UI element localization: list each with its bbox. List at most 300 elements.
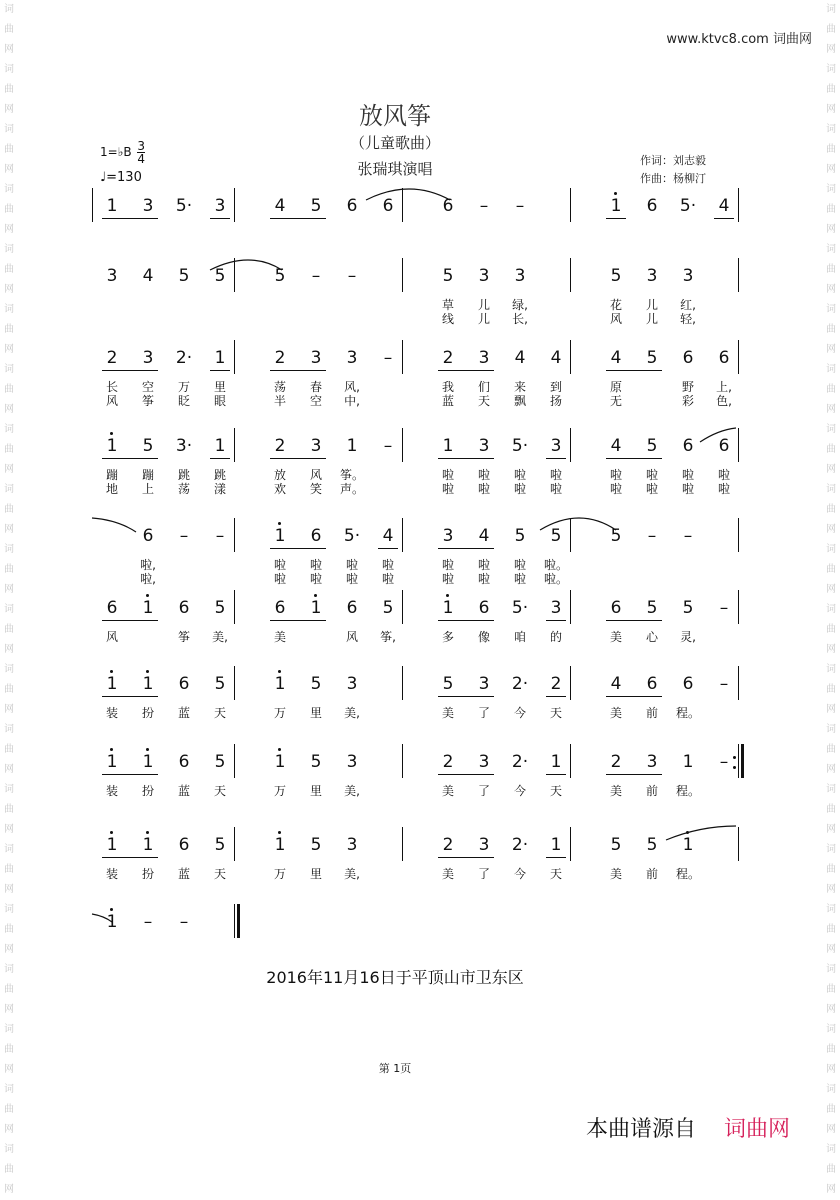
note: 3 — [646, 266, 658, 286]
note: – — [347, 266, 357, 286]
lyric: 花 — [609, 298, 622, 312]
lyric: 啦 — [477, 482, 490, 496]
note: 2 — [442, 348, 454, 368]
note: 4 — [514, 348, 526, 368]
lyric: 啦 — [441, 482, 454, 496]
lyric: 前 — [645, 706, 658, 720]
lyricist: 作词：刘志毅 — [640, 154, 706, 167]
slur — [666, 826, 736, 840]
lyric: 眨 — [177, 394, 190, 408]
lyric: 长, — [512, 312, 528, 326]
source-brand[interactable]: 词曲网 — [724, 1117, 791, 1142]
note: 6 — [142, 526, 154, 546]
lyric: 儿 — [645, 312, 658, 326]
note: 2 — [442, 752, 454, 772]
note: 6 — [610, 598, 622, 618]
lyric: 里 — [309, 706, 322, 720]
note: 5 — [610, 266, 622, 286]
lyric: 里 — [213, 380, 226, 394]
note: – — [647, 526, 657, 546]
lyric: 程。 — [675, 867, 700, 881]
note: 5 — [382, 598, 394, 618]
lyric: 跳 — [177, 468, 190, 482]
note: 3 — [346, 752, 358, 772]
note: 1 — [274, 526, 286, 546]
lyric: 啦 — [513, 482, 526, 496]
note: 5· — [511, 436, 529, 456]
note: 2· — [511, 835, 529, 855]
note: – — [215, 526, 225, 546]
lyric: 风 — [105, 630, 118, 644]
lyric: 啦 — [381, 572, 394, 586]
note: 4 — [610, 348, 622, 368]
lyric: 们 — [477, 380, 490, 394]
lyric: 程。 — [675, 784, 700, 798]
note: – — [683, 526, 693, 546]
lyric: 筝, — [380, 630, 396, 644]
note: 1 — [442, 598, 454, 618]
lyric: 啦 — [273, 558, 286, 572]
lyric: 上 — [141, 482, 154, 496]
note: 1 — [346, 436, 358, 456]
lyric: 啦 — [441, 468, 454, 482]
lyric: 儿 — [645, 298, 658, 312]
note: 6 — [178, 752, 190, 772]
lyric: 跳 — [213, 468, 226, 482]
key-label: 1=♭B — [100, 145, 132, 159]
lyric: 长 — [105, 380, 118, 394]
note: 6 — [106, 598, 118, 618]
note: 6 — [682, 436, 694, 456]
note: 6 — [274, 598, 286, 618]
lyric: 美, — [344, 706, 360, 720]
note: 6 — [682, 348, 694, 368]
note: 1 — [682, 835, 694, 855]
site-url[interactable]: www.ktvc8.com — [666, 32, 769, 47]
lyric: 蓝 — [441, 394, 454, 408]
lyric: 天 — [213, 867, 226, 881]
note: 4 — [610, 674, 622, 694]
lyric: 啦 — [609, 468, 622, 482]
lyric: 半 — [273, 394, 286, 408]
lyric: 咱 — [513, 630, 526, 644]
lyric: 红, — [680, 298, 696, 312]
note: 5 — [310, 196, 322, 216]
site-name[interactable]: 词曲网 — [772, 32, 812, 47]
lyric: 美 — [273, 630, 286, 644]
time-sig-bottom: 4 — [137, 152, 146, 166]
lyric: 蓝 — [177, 784, 190, 798]
note: 5 — [310, 674, 322, 694]
lyric: 空 — [309, 394, 322, 408]
lyric: 蓝 — [177, 867, 190, 881]
lyric: 装 — [105, 867, 118, 881]
lyric: 蹦 — [141, 468, 154, 482]
quarter-note-icon: ♩ — [100, 170, 107, 185]
lyric: 天 — [549, 784, 562, 798]
note: – — [383, 436, 393, 456]
lyric: 装 — [105, 784, 118, 798]
note: – — [515, 196, 525, 216]
slur — [700, 428, 736, 442]
lyric: 放 — [273, 468, 286, 482]
lyric: 万 — [273, 867, 286, 881]
lyric: 啦 — [441, 572, 454, 586]
lyric: 风 — [105, 394, 118, 408]
lyric: 风 — [345, 630, 358, 644]
note: 3 — [646, 752, 658, 772]
note: 4 — [610, 436, 622, 456]
lyric: 美 — [441, 867, 454, 881]
note: 5 — [646, 598, 658, 618]
lyric: 天 — [549, 706, 562, 720]
lyric: 上, — [716, 380, 732, 394]
note: 1 — [550, 835, 562, 855]
note: 6 — [178, 674, 190, 694]
note: – — [179, 912, 189, 932]
lyric: 啦 — [549, 482, 562, 496]
lyric: 绿, — [512, 298, 528, 312]
note: 5 — [610, 835, 622, 855]
note: 6 — [346, 598, 358, 618]
note: 1 — [106, 674, 118, 694]
lyric: 啦 — [477, 572, 490, 586]
lyric: 飘 — [513, 394, 526, 408]
lyric: 啦 — [345, 558, 358, 572]
lyric: 啦 — [477, 468, 490, 482]
note: 5 — [274, 266, 286, 286]
lyric: 线 — [441, 312, 454, 326]
lyric: 装 — [105, 706, 118, 720]
note: 3 — [682, 266, 694, 286]
lyric: 我 — [441, 380, 454, 394]
lyric: 啦 — [513, 468, 526, 482]
note: 5 — [214, 598, 226, 618]
note: 3 — [106, 266, 118, 286]
note: 5· — [511, 598, 529, 618]
lyric: 啦 — [513, 572, 526, 586]
lyric: 啦 — [381, 558, 394, 572]
note: 2 — [550, 674, 562, 694]
lyric: 儿 — [477, 312, 490, 326]
note: 5· — [679, 196, 697, 216]
slur — [92, 518, 136, 532]
note: 2· — [511, 752, 529, 772]
note: 1 — [106, 912, 118, 932]
date-line: 2016年11月16日于平顶山市卫东区 — [266, 968, 524, 987]
note: 1 — [106, 752, 118, 772]
composer: 作曲：杨柳汀 — [640, 172, 706, 185]
note: 3 — [550, 436, 562, 456]
lyric: 心 — [645, 630, 658, 644]
lyric: 万 — [273, 706, 286, 720]
note: 6 — [382, 196, 394, 216]
slur — [540, 518, 616, 530]
note: 5· — [343, 526, 361, 546]
lyric: 地 — [105, 482, 118, 496]
lyric: 美 — [441, 706, 454, 720]
lyric: 轻, — [680, 312, 696, 326]
lyric: 中, — [344, 394, 360, 408]
lyric: 空 — [141, 380, 154, 394]
note: 1 — [310, 598, 322, 618]
lyric: 了 — [477, 706, 490, 720]
note: 3 — [310, 436, 322, 456]
lyric: 里 — [309, 867, 322, 881]
lyric: 灵, — [680, 630, 696, 644]
lyric: 声。 — [339, 482, 364, 496]
note: 3 — [346, 348, 358, 368]
lyric: 草 — [441, 298, 454, 312]
note: 6 — [718, 348, 730, 368]
note: 3 — [142, 196, 154, 216]
lyric: 啦。 — [543, 572, 568, 586]
singer-line: 张瑞琪演唱 — [357, 160, 433, 178]
lyric: 今 — [513, 867, 526, 881]
note: – — [719, 598, 729, 618]
note: 5 — [550, 526, 562, 546]
lyric: 色, — [716, 394, 732, 408]
lyric: 美, — [344, 784, 360, 798]
note: 2 — [442, 835, 454, 855]
note: 5 — [214, 674, 226, 694]
lyric: 春 — [309, 380, 322, 394]
note: 4 — [142, 266, 154, 286]
note: 6 — [646, 674, 658, 694]
lyric: 荡 — [273, 380, 286, 394]
lyric: 风, — [344, 380, 360, 394]
note: 1 — [106, 436, 118, 456]
note: 5 — [214, 752, 226, 772]
lyric: 啦 — [609, 482, 622, 496]
note: 5 — [142, 436, 154, 456]
lyric: 笑 — [309, 482, 322, 496]
note: 6 — [682, 674, 694, 694]
lyric: 彩 — [681, 394, 694, 408]
note: – — [383, 348, 393, 368]
note: 3 — [346, 674, 358, 694]
lyric: 程。 — [675, 706, 700, 720]
lyric: 荡 — [177, 482, 190, 496]
note: 2 — [106, 348, 118, 368]
note: 1 — [214, 348, 226, 368]
note: 5 — [646, 348, 658, 368]
note: 5 — [514, 526, 526, 546]
lyric: 啦 — [717, 482, 730, 496]
note: 6 — [178, 598, 190, 618]
song-title: 放风筝 — [359, 102, 431, 130]
lyric: 风 — [309, 468, 322, 482]
note: 3 — [310, 348, 322, 368]
page-number: 第 1页 — [378, 1062, 412, 1075]
note: 3 — [478, 674, 490, 694]
note: 1 — [274, 752, 286, 772]
note: – — [311, 266, 321, 286]
lyric: 啦, — [140, 572, 156, 586]
lyric: 蓝 — [177, 706, 190, 720]
lyric: 啦 — [549, 468, 562, 482]
right-watermark-strip: 词 曲 网 词 曲 网 词 曲 网 词 曲 网 词 曲 网 词 曲 网 词 曲 网 词 曲 网 词 曲 网 词 曲 网 词 曲 网 词 曲 网 词 曲 网 词 曲 网 词 曲 网 词 曲 网 词 曲 网 词 曲 网 词 曲 网 词 曲 网 — [826, 4, 836, 1195]
source-label: 本曲谱源自 — [586, 1117, 697, 1142]
note: 5 — [442, 266, 454, 286]
note: – — [143, 912, 153, 932]
lyric: 筝 — [177, 630, 190, 644]
lyric: 了 — [477, 867, 490, 881]
lyric: 来 — [513, 380, 526, 394]
lyric: 到 — [549, 380, 562, 394]
lyric: 啦 — [441, 558, 454, 572]
lyric: 扮 — [141, 706, 154, 720]
note: 5 — [178, 266, 190, 286]
tempo-value: =130 — [106, 170, 142, 185]
note: 5 — [214, 266, 226, 286]
lyric: 今 — [513, 784, 526, 798]
note: 1 — [106, 196, 118, 216]
note: 5 — [442, 674, 454, 694]
note: 3 — [478, 436, 490, 456]
note: 3 — [142, 348, 154, 368]
lyric: 今 — [513, 706, 526, 720]
note: 5 — [310, 835, 322, 855]
lyric: 无 — [609, 394, 622, 408]
note: 1 — [682, 752, 694, 772]
lyric: 啦, — [140, 558, 156, 572]
lyric: 美 — [609, 630, 622, 644]
note: 6 — [442, 196, 454, 216]
note: 6 — [178, 835, 190, 855]
slur — [366, 189, 450, 200]
note: 2· — [175, 348, 193, 368]
note: 2 — [610, 752, 622, 772]
lyric: 了 — [477, 784, 490, 798]
note: 2 — [274, 436, 286, 456]
note: 6 — [718, 436, 730, 456]
lyric: 啦 — [309, 572, 322, 586]
note: 4 — [382, 526, 394, 546]
lyric: 啦 — [681, 468, 694, 482]
lyric: 美 — [609, 867, 622, 881]
lyric: 前 — [645, 867, 658, 881]
lyric: 天 — [213, 706, 226, 720]
note: 5 — [646, 436, 658, 456]
lyric: 前 — [645, 784, 658, 798]
note: 1 — [274, 835, 286, 855]
lyric: 天 — [477, 394, 490, 408]
lyric: 扬 — [549, 394, 562, 408]
lyric: 啦 — [513, 558, 526, 572]
lyric: 扮 — [141, 867, 154, 881]
note: 6 — [478, 598, 490, 618]
left-watermark-strip: 词 曲 网 词 曲 网 词 曲 网 词 曲 网 词 曲 网 词 曲 网 词 曲 网 词 曲 网 词 曲 网 词 曲 网 词 曲 网 词 曲 网 词 曲 网 词 曲 网 词 曲 网 词 曲 网 词 曲 网 词 曲 网 词 曲 网 词 曲 网 — [4, 4, 14, 1195]
note: 6 — [346, 196, 358, 216]
lyric: 里 — [309, 784, 322, 798]
note: 3 — [514, 266, 526, 286]
song-subtitle: （儿童歌曲） — [349, 134, 440, 152]
lyric: 美, — [344, 867, 360, 881]
lyric: 美 — [609, 784, 622, 798]
note: 3 — [478, 266, 490, 286]
lyric: 啦 — [309, 558, 322, 572]
note: 1 — [550, 752, 562, 772]
lyric: 多 — [441, 630, 454, 644]
lyric: 扮 — [141, 784, 154, 798]
lyric: 像 — [477, 630, 490, 644]
lyric: 原 — [609, 380, 622, 394]
lyric: 的 — [549, 630, 562, 644]
lyric: 啦 — [645, 482, 658, 496]
lyric: 美, — [212, 630, 228, 644]
note: – — [719, 752, 729, 772]
note: 1 — [274, 674, 286, 694]
note: 5· — [175, 196, 193, 216]
lyric: 天 — [213, 784, 226, 798]
lyric: 蹦 — [105, 468, 118, 482]
note: 2 — [274, 348, 286, 368]
note: 1 — [142, 752, 154, 772]
note: 1 — [142, 835, 154, 855]
lyric: 美 — [441, 784, 454, 798]
lyric: 啦 — [477, 558, 490, 572]
note: 5 — [214, 835, 226, 855]
note: 5 — [310, 752, 322, 772]
note: 5 — [682, 598, 694, 618]
lyric: 啦 — [345, 572, 358, 586]
note: 3 — [478, 835, 490, 855]
note: 3 — [346, 835, 358, 855]
lyric: 欢 — [273, 482, 286, 496]
note: 6 — [310, 526, 322, 546]
note: 3· — [175, 436, 193, 456]
lyric: 美 — [609, 706, 622, 720]
lyric: 啦 — [681, 482, 694, 496]
note: 4 — [274, 196, 286, 216]
note: 3 — [550, 598, 562, 618]
note: 4 — [478, 526, 490, 546]
note: 4 — [550, 348, 562, 368]
note: 2· — [511, 674, 529, 694]
note: – — [179, 526, 189, 546]
note: 1 — [214, 436, 226, 456]
note: 4 — [718, 196, 730, 216]
lyric: 筝 — [141, 394, 154, 408]
lyric: 野 — [681, 380, 694, 394]
note: 3 — [478, 752, 490, 772]
note: 5 — [610, 526, 622, 546]
lyric: 啦 — [717, 468, 730, 482]
lyric: 天 — [549, 867, 562, 881]
lyric: 万 — [273, 784, 286, 798]
slur — [92, 914, 112, 922]
note: 3 — [214, 196, 226, 216]
lyric: 风 — [609, 312, 622, 326]
note: 3 — [442, 526, 454, 546]
note: 1 — [142, 674, 154, 694]
lyric: 儿 — [477, 298, 490, 312]
note: 1 — [142, 598, 154, 618]
note: 1 — [610, 196, 622, 216]
lyric: 啦 — [645, 468, 658, 482]
slur — [210, 260, 282, 270]
note: 1 — [442, 436, 454, 456]
note: – — [719, 674, 729, 694]
note: 1 — [106, 835, 118, 855]
lyric: 啦 — [273, 572, 286, 586]
lyric: 眼 — [213, 394, 226, 408]
note: 6 — [646, 196, 658, 216]
time-sig-top: 3 — [137, 139, 146, 153]
lyric: 万 — [177, 380, 190, 394]
lyric: 漾 — [213, 482, 226, 496]
